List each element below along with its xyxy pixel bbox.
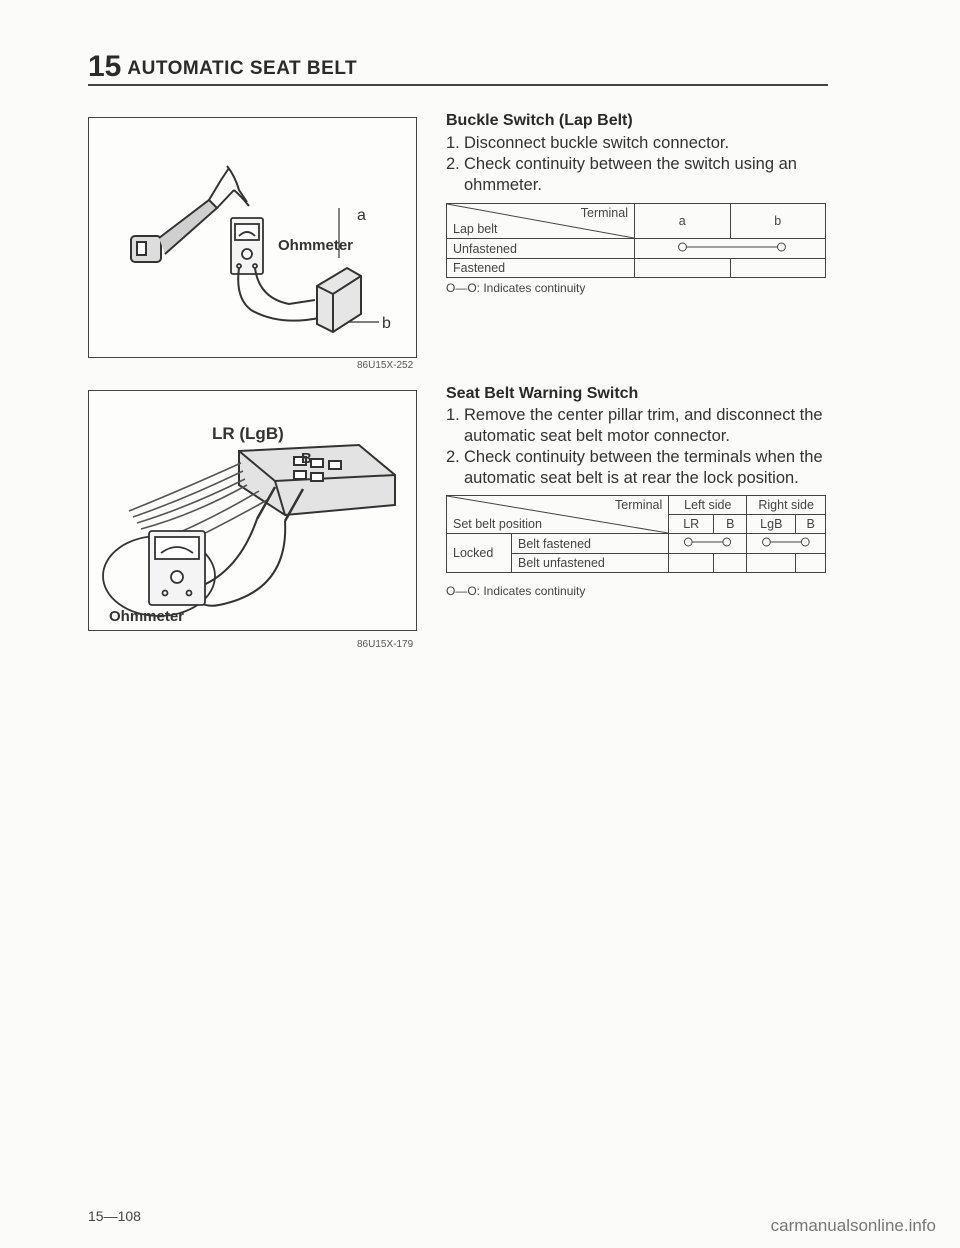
section-number: 15 — [88, 50, 122, 83]
figure-warning-switch — [88, 390, 417, 631]
warning-table-right-side: Right side — [747, 496, 826, 515]
continuity-line-icon — [635, 239, 825, 255]
section-title: AUTOMATIC SEAT BELT — [127, 58, 358, 79]
buckle-continuity-mark — [635, 239, 826, 259]
warning-table-terminal: Terminal — [615, 498, 663, 512]
figure1-label-b: b — [382, 315, 391, 332]
buckle-table-corner — [447, 204, 635, 239]
warning-step-2-cont: automatic seat belt is at rear the lock position. — [464, 469, 799, 487]
warning-step-2: 2. Check continuity between the terminals when the — [446, 448, 823, 466]
watermark: carmanualsonline.info — [770, 1216, 936, 1235]
warning-table-b2: B — [796, 515, 826, 534]
buckle-step-2: 2. Check continuity between the switch using an — [446, 155, 797, 173]
warning-continuity-table — [446, 495, 826, 573]
buckle-table-lap-belt: Lap belt — [453, 222, 498, 236]
figure2-label-b: B — [301, 450, 312, 467]
warning-table-b1: B — [714, 515, 747, 534]
warning-table-position: Set belt position — [453, 517, 542, 531]
figure2-ohmmeter-label: Ohmmeter — [109, 608, 185, 625]
figure1-code: 86U15X-252 — [357, 360, 414, 371]
warning-left-continuity — [669, 534, 747, 554]
buckle-table-terminal: Terminal — [580, 206, 628, 220]
buckle-switch-illustration — [89, 118, 416, 357]
warning-table-corner — [447, 496, 669, 534]
warning-table-left-side: Left side — [669, 496, 747, 515]
header-rule — [88, 84, 828, 86]
warning-table-belt-fastened: Belt fastened — [512, 534, 669, 554]
figure-buckle-switch — [88, 117, 417, 358]
buckle-table-col-a: a — [635, 204, 731, 239]
buckle-step-2-cont: ohmmeter. — [464, 176, 542, 194]
buckle-table-fastened: Fastened — [447, 259, 635, 278]
warning-table-lr: LR — [669, 515, 714, 534]
page-number: 15—108 — [88, 1208, 141, 1224]
buckle-table-col-b: b — [730, 204, 826, 239]
buckle-table-unfastened: Unfastened — [447, 239, 635, 259]
figure1-label-a: a — [357, 207, 366, 224]
continuity-line-icon — [747, 534, 825, 550]
buckle-switch-heading: Buckle Switch (Lap Belt) — [446, 112, 633, 129]
warning-table-lgb: LgB — [747, 515, 796, 534]
buckle-step-1: 1. Disconnect buckle switch connector. — [446, 134, 730, 152]
warning-switch-heading: Seat Belt Warning Switch — [446, 385, 639, 402]
buckle-continuity-table — [446, 203, 826, 278]
continuity-line-icon — [669, 534, 746, 550]
figure2-connector-label: LR (LgB) — [212, 424, 284, 443]
warning-table-belt-unfastened: Belt unfastened — [512, 554, 669, 573]
warning-switch-steps — [446, 405, 830, 489]
warning-step-1: 1. Remove the center pillar trim, and disconnect the — [446, 406, 823, 424]
warning-step-1-cont: automatic seat belt motor connector. — [464, 427, 730, 445]
warning-right-continuity — [747, 534, 826, 554]
warning-switch-illustration — [89, 391, 416, 630]
buckle-switch-steps — [446, 133, 830, 196]
page-header — [88, 50, 357, 84]
figure2-code: 86U15X-179 — [357, 639, 414, 650]
warning-table-locked: Locked — [447, 534, 512, 573]
warning-continuity-note: O—O: Indicates continuity — [446, 584, 586, 598]
buckle-continuity-note: O—O: Indicates continuity — [446, 281, 586, 295]
figure1-ohmmeter-label: Ohmmeter — [278, 237, 354, 254]
